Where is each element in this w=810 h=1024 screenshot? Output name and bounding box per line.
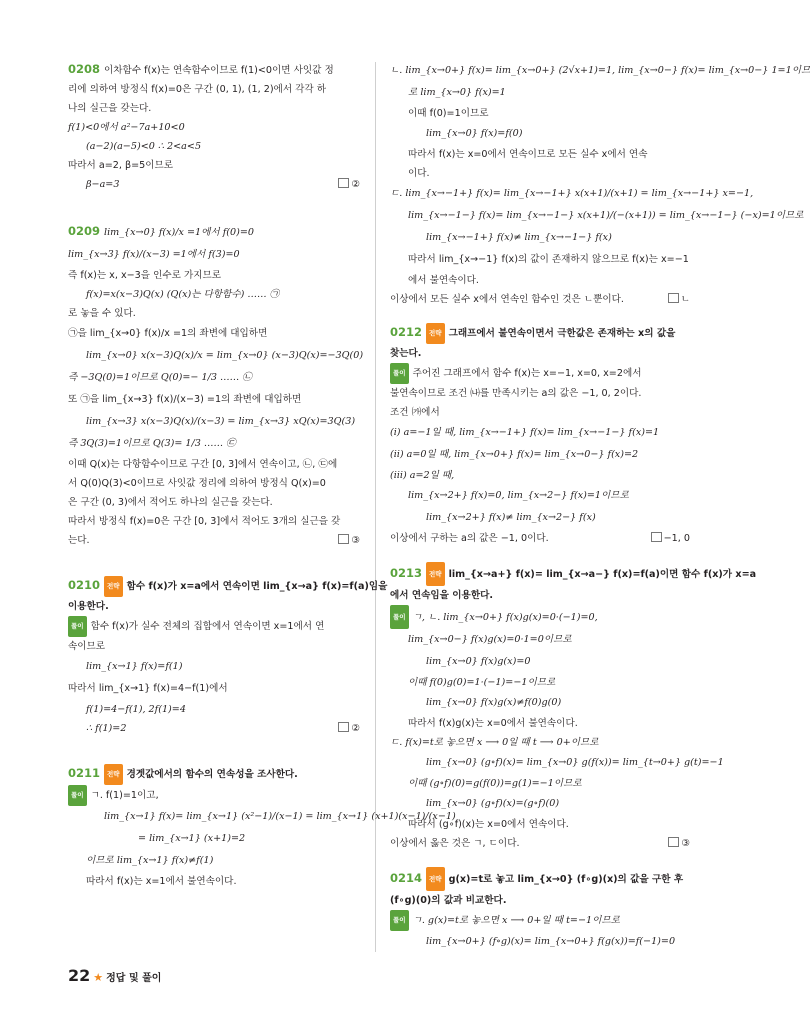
page-footer xyxy=(68,966,161,985)
right-column xyxy=(390,60,810,953)
problem-number: 0211 xyxy=(68,766,101,780)
solution-badge: 풀이 xyxy=(390,363,409,384)
answer-box-icon xyxy=(651,532,662,542)
strategy-badge: 전략 xyxy=(426,562,445,586)
answer-box-icon xyxy=(668,837,679,847)
problem-0211: 0211 전략 경곗값에서의 함수의 연속성을 조사한다. 풀이 ㄱ. f(1)=1이고, lim_{x→1} f(x)= lim_{x→1} (x²−1)/(x−1) = lim_{x→1} (x+1)(x−1)/(x−1) = lim_{x→1} (x+1)=2 이므로 lim_{x→1} f(x)≠f(1) 따라서 f(x)는 x=1에서 불연속이다. xyxy=(68,766,456,887)
problem-0209: 0209 lim_{x→0} f(x)/x =1에서 f(0)=0 lim_{x→3} f(x)/(x−3) =1에서 f(3)=0 즉 f(x)는 x, x−3을 인수로 가지므로 f(x)=x(x−3)Q(x) (Q(x)는 다항함수) …… ㉠ 로 놓을 수 있다. ㉠을 lim_{x→0} f(x)/x =1의 좌변에 대입하면 lim_{x→0} x(x−3)Q(x)/x = lim_{x→0} (x−3)Q(x)=−3Q(0) 즉 −3Q(0)=1이므로 Q(0)=− 1/3 …… ㉡ 또 ㉠을 lim_{x→3} f(x)/(x−3) =1의 좌변에 대입하면 lim_{x→3} x(x−3)Q(x)/(x−3) = lim_{x→3} xQ(x)=3Q(3) 즉 3Q(3)=1이므로 Q(3)= 1/3 …… ㉢ 이때 Q(x)는 다항함수이므로 구간 [0, 3]에서 연속이고, ㉡, ㉢에 서 Q(0)Q(3)<0이므로 사잇값 정리에 의하여 방정식 Q(x)=0 은 구간 (0, 3)에서 적어도 하나의 실근을 갖는다. 따라서 방정식 f(x)=0은 구간 [0, 3]에서 적어도 3개의 실근을 갖 는다. ③ xyxy=(68,220,360,550)
problem-number: 0214 xyxy=(390,871,423,885)
solution-badge: 풀이 xyxy=(68,616,87,637)
problem-number: 0212 xyxy=(390,325,423,339)
problem-number: 0213 xyxy=(390,566,423,580)
problem-number: 0209 xyxy=(68,224,101,238)
solution-badge: 풀이 xyxy=(390,910,409,931)
footer-title: 정답 및 풀이 xyxy=(106,973,162,984)
star-icon: ★ xyxy=(93,971,104,984)
problem-number: 0208 xyxy=(68,62,101,76)
answer-mark: ③ xyxy=(338,531,360,550)
strategy-badge: 전략 xyxy=(426,323,445,344)
solution-badge: 풀이 xyxy=(68,785,87,806)
problem-number: 0210 xyxy=(68,578,101,592)
page-number: 22 xyxy=(68,966,91,985)
problem-0214: 0214 전략 g(x)=t로 놓고 lim_{x→0} (f∘g)(x)의 값을 구한 후 (f∘g)(0)의 값과 비교한다. 풀이 ㄱ. g(x)=t로 놓으면 x ⟶ 0+일 때 t=−1이므로 lim_{x→0+} (f∘g)(x)= lim_{x→0+} f(g(x))=f(−1)=0 xyxy=(390,867,690,953)
problem-0212: 0212 전략 그래프에서 불연속이면서 극한값은 존재하는 x의 값을 찾는다. 풀이 주어진 그래프에서 함수 f(x)는 x=−1, x=0, x=2에서 불연속이므로 조건 ㈏를 만족시키는 a의 값은 −1, 0, 2이다. 조건 ㈎에서 (ⅰ) a=−1일 때, lim_{x→−1+} f(x)= lim_{x→−1−} f(x)=1 (ⅱ) a=0일 때, lim_{x→0+} f(x)= lim_{x→0−} f(x)=2 (ⅲ) a=2일 때, lim_{x→2+} f(x)=0, lim_{x→2−} f(x)=1이므로 lim_{x→2+} f(x)≠ lim_{x→2−} f(x) 이상에서 구하는 a의 값은 −1, 0이다. −1, 0 xyxy=(390,323,690,548)
answer-box-icon xyxy=(668,293,679,303)
answer-mark: ② xyxy=(338,719,360,738)
answer-mark: ㄴ xyxy=(668,290,690,309)
answer-mark: ③ xyxy=(668,834,690,853)
strategy-badge: 전략 xyxy=(104,764,123,785)
strategy-badge: 전략 xyxy=(104,576,123,597)
answer-box-icon xyxy=(338,178,349,188)
strategy-badge: 전략 xyxy=(426,867,445,891)
answer-box-icon xyxy=(338,722,349,732)
problem-0208: 0208 이차함수 f(x)는 연속함수이므로 f(1)<0이면 사잇값 정 리에 의하여 방정식 f(x)=0은 구간 (0, 1), (1, 2)에서 각각 하 나의 실근을 갖는다. f(1)<0에서 a²−7a+10<0 (a−2)(a−5)<0 ∴ 2<a<5 따라서 a=2, β=5이므로 β−a=3 ② xyxy=(68,60,360,194)
problem-0210: 0210 전략 함수 f(x)가 x=a에서 연속이면 lim_{x→a} f(x)=f(a)임을 이용한다. 풀이 함수 f(x)가 실수 전체의 집합에서 연속이면 x=1에서 연 속이므로 lim_{x→1} f(x)=f(1) 따라서 lim_{x→1} f(x)=4−f(1)에서 f(1)=4−f(1), 2f(1)=4 ∴ f(1)=2 ② xyxy=(68,576,360,738)
answer-mark: ② xyxy=(338,175,360,194)
answer-mark: −1, 0 xyxy=(651,529,690,548)
answer-box-icon xyxy=(338,534,349,544)
problem-0211-continued: ㄴ. lim_{x→0+} f(x)= lim_{x→0+} (2√x+1)=1, lim_{x→0−} f(x)= lim_{x→0−} 1=1이므 로 lim_{x→0} f(x)=1 이때 f(0)=1이므로 lim_{x→0} f(x)=f(0) 따라서 f(x)는 x=0에서 연속이므로 모든 실수 x에서 연속 이다. ㄷ. lim_{x→−1+} f(x)= lim_{x→−1+} x(x+1)/(x+1) = lim_{x→−1+} x=−1, lim_{x→−1−} f(x)= lim_{x→−1−} x(x+1)/(−(x+1)) = lim_{x→−1−} (−x)=1이므로 lim_{x→−1+} f(x)≠ lim_{x→−1−} f(x) 따라서 lim_{x→−1} f(x)의 값이 존재하지 않으므로 f(x)는 x=−1 에서 불연속이다. 이상에서 모든 실수 x에서 연속인 함수인 것은 ㄴ뿐이다. ㄴ xyxy=(390,60,690,309)
solution-badge: 풀이 xyxy=(390,605,409,629)
problem-0213: 0213 전략 lim_{x→a+} f(x)= lim_{x→a−} f(x)=f(a)이면 함수 f(x)가 x=a 에서 연속임을 이용한다. 풀이 ㄱ, ㄴ. lim_{x→0+} f(x)g(x)=0·(−1)=0, lim_{x→0−} f(x)g(x)=0·1=0이므로 lim_{x→0} f(x)g(x)=0 이때 f(0)g(0)=1·(−1)=−1이므로 lim_{x→0} f(x)g(x)≠f(0)g(0) 따라서 f(x)g(x)는 x=0에서 불연속이다. ㄷ. f(x)=t로 놓으면 x ⟶ 0일 때 t ⟶ 0+이므로 lim_{x→0} (g∘f)(x)= lim_{x→0} g(f(x))= lim_{t→0+} g(t)=−1 이때 (g∘f)(0)=g(f(0))=g(1)=−1이므로 lim_{x→0} (g∘f)(x)=(g∘f)(0) 따라서 (g∘f)(x)는 x=0에서 연속이다. 이상에서 옳은 것은 ㄱ, ㄷ이다. ③ xyxy=(390,562,690,853)
